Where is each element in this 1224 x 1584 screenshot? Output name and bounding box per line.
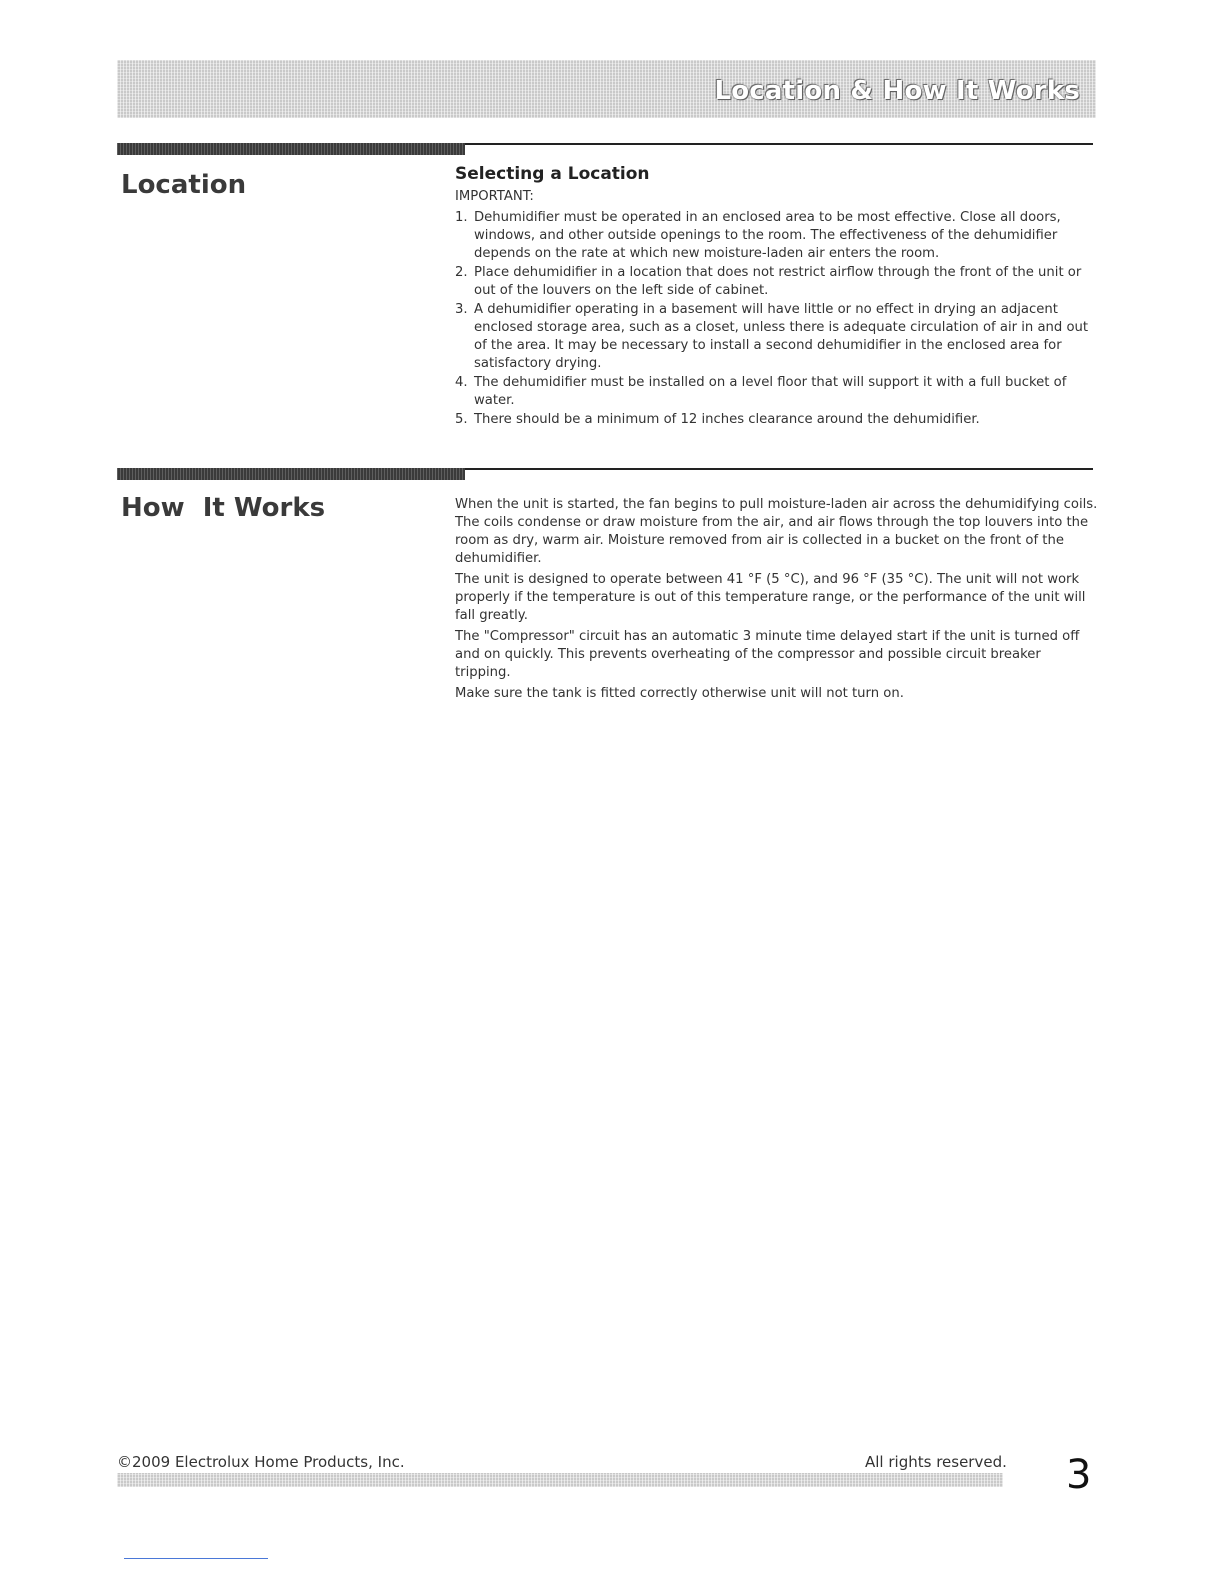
footer-band [117,1473,1003,1487]
location-content [455,163,1100,430]
paragraph: When the unit is started, the fan begins to pull moisture-laden air across the dehumidifying coils. The coils condense or draw moisture from the air, and air flows through the top louvers into the room as dry, warm air. Moisture removed from air is collected in a bucket on the front of the dehumidifier. [455,497,1098,566]
paragraph: Make sure the tank is fitted correctly otherwise unit will not turn on. [455,686,904,701]
page-number: 3 [1066,1452,1092,1498]
footer-rights: All rights reserved. [865,1453,1007,1471]
section-divider-thick [117,143,465,155]
location-list [455,209,1100,429]
page-title: Location & How It Works [714,76,1080,106]
selecting-location-subheading: Selecting a Location [455,164,650,184]
list-item: 5. There should be a minimum of 12 inches clearance around the dehumidifier. [455,412,980,427]
footer-link-underline [124,1558,268,1559]
list-item: 2. Place dehumidifier in a location that does not restrict airflow through the front of the unit or out of the louvers on the left side of cabinet. [455,265,1082,298]
how-it-works-content [455,496,1100,706]
important-label: IMPORTANT: [455,189,534,204]
list-item: 4. The dehumidifier must be installed on a level floor that will support it with a full bucket of water. [455,375,1067,408]
section-divider-thick [117,468,465,480]
paragraph: The "Compressor" circuit has an automatic 3 minute time delayed start if the unit is turned off and on quickly. This prevents overheating of the compressor and possible circuit breaker tripping. [455,629,1080,680]
location-heading: Location [121,170,247,200]
how-it-works-heading: How It Works [121,493,326,523]
list-item: 1. Dehumidifier must be operated in an enclosed area to be most effective. Close all doors, windows, and other outside openings to the room. The effectiveness of the dehumidifier depends on the rate at which new moisture-laden air enters the room. [455,210,1061,261]
footer-copyright: ©2009 Electrolux Home Products, Inc. [117,1453,405,1471]
section-divider-thin [465,468,1093,470]
list-item: 3. A dehumidifier operating in a basement will have little or no effect in drying an adjacent enclosed storage area, such as a closet, unless there is adequate circulation of air in and out of the area. It may be necessary to install a second dehumidifier in the enclosed area for satisfactory drying. [455,302,1089,371]
section-divider-thin [465,143,1093,145]
header-banner [117,60,1096,118]
paragraph: The unit is designed to operate between 41 °F (5 °C), and 96 °F (35 °C). The unit will not work properly if the temperature is out of this temperature range, or the performance of the unit will fall greatly. [455,572,1086,623]
